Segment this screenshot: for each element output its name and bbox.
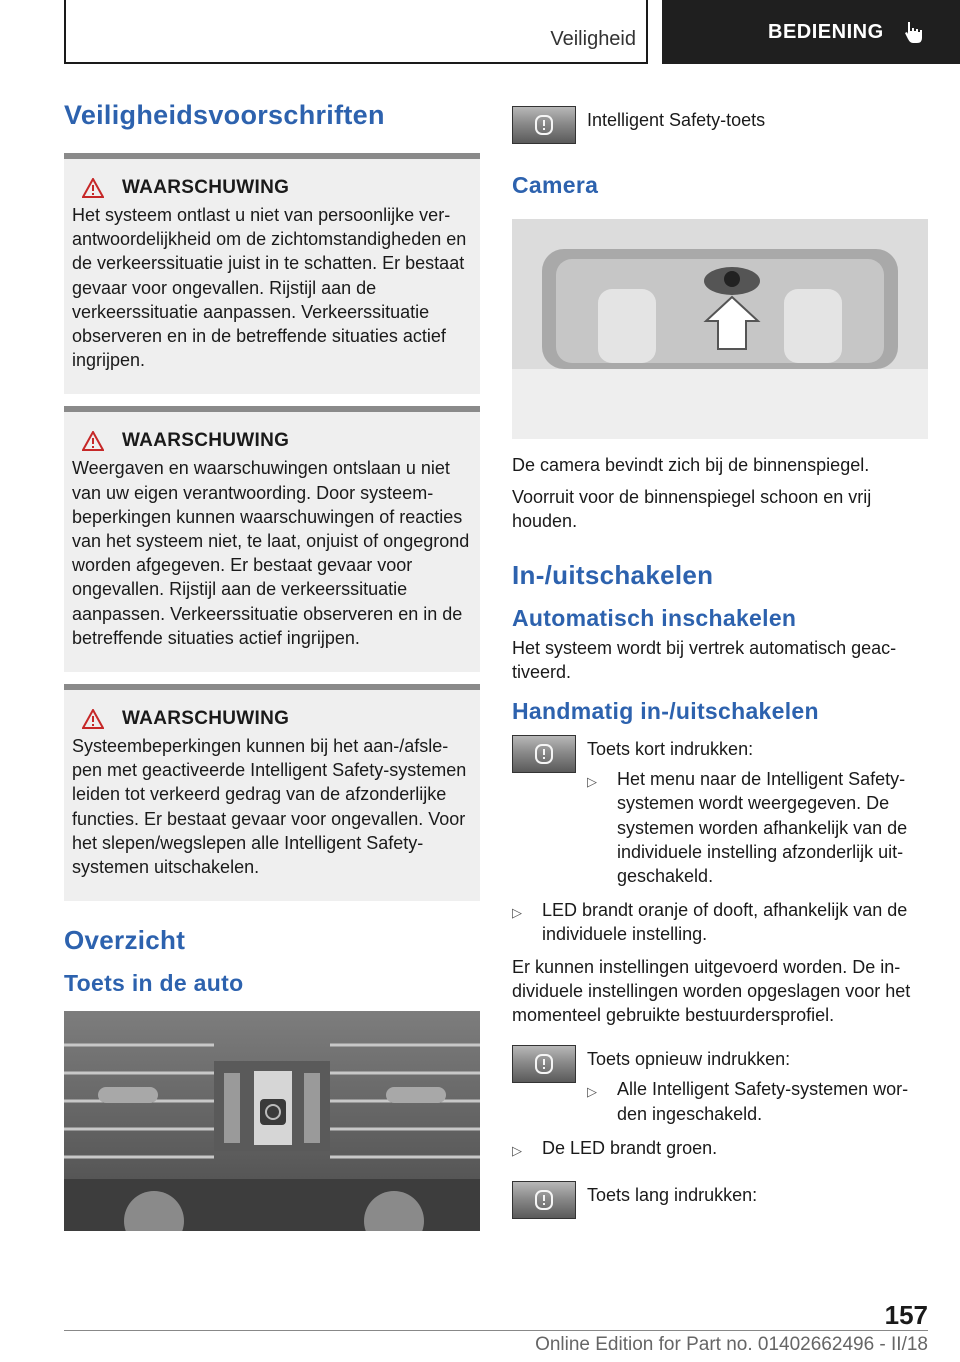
warning-label: WAARSCHUWING bbox=[122, 430, 290, 452]
list-item-text: De LED brandt groen. bbox=[542, 1137, 718, 1158]
short-press-row bbox=[512, 735, 928, 888]
key-caption: Intelligent Safety-toets bbox=[587, 110, 766, 130]
camera-photo bbox=[512, 219, 928, 439]
footer-edition: Online Edition for Part no. 01402662496 - II/18 bbox=[535, 1334, 928, 1355]
right-column bbox=[512, 100, 928, 1219]
settings-paragraph: Er kunnen instellingen uitgevoerd worden. De individuele instellingen worden opgeslagen voor het momenteel gebruikte bestuurdersprofiel. bbox=[512, 956, 911, 1026]
safety-key-image bbox=[512, 106, 576, 144]
warning-triangle-icon bbox=[82, 431, 104, 451]
header-rule-bottom bbox=[64, 62, 648, 64]
subheading-auto: Automatisch inschakelen bbox=[512, 604, 797, 631]
bullet-triangle-icon: ▷ bbox=[512, 1142, 522, 1158]
list-item-text: Het menu naar de Intelligent Safety-systemen wordt weergegeven. De systemen worden afhankelijk van de individuele instelling afzonderlijk uitgeschakeld. bbox=[617, 769, 908, 887]
bullet-triangle-icon: ▷ bbox=[587, 1084, 597, 1100]
long-press-text: Toets lang indrukken: bbox=[587, 1185, 758, 1206]
warning-label: WAARSCHUWING bbox=[122, 177, 290, 198]
warning-text: Het systeem ontlast u niet van persoonlijke verantwoordelijkheid om de zichtomstandigheden en de verkeerssituatie juist in te schatten. Er bestaat gevaar voor ongevallen. Rijstijl aan de verkeerssituatie aanpassen. Verkeerssituatie observeren en in de betreffende situaties actief ingrijpen. bbox=[72, 205, 467, 371]
long-press-row bbox=[512, 1181, 928, 1219]
camera-paragraph: Voorruit voor de binnenspiegel schoon en vrij houden. bbox=[512, 487, 872, 532]
safety-key-image bbox=[512, 1045, 576, 1083]
footer-rule bbox=[64, 1330, 928, 1331]
list-item bbox=[587, 1077, 928, 1125]
header-section-label: Veiligheid bbox=[550, 28, 636, 50]
warning-box bbox=[64, 406, 480, 672]
section-heading-camera: Camera bbox=[512, 172, 599, 198]
chapter-tab bbox=[662, 0, 960, 64]
warning-triangle-icon bbox=[82, 178, 104, 198]
warning-label: WAARSCHUWING bbox=[122, 708, 290, 730]
warning-triangle-icon bbox=[82, 709, 104, 729]
header-rule-left bbox=[64, 0, 66, 64]
chapter-tab-label: BEDIENING bbox=[768, 20, 884, 43]
warning-text: Weergaven en waarschuwingen ontslaan u niet van uw eigen verantwoording. Door systeembeperkingen kunnen waarschuwingen of reacties van het systeem niet, te laat, onjuist of ongegrond worden afgegeven. Er bestaat gevaar voor ongevallen. Rijstijl aan de verkeerssituatie aanpassen. Verkeerssituatie observeren en in de betreffende situaties actief ingrijpen. bbox=[72, 458, 470, 648]
intelligent-safety-icon bbox=[534, 1189, 554, 1211]
press-again-row bbox=[512, 1045, 928, 1126]
press-again-text: Toets opnieuw indrukken: bbox=[587, 1049, 791, 1070]
safety-key-image bbox=[512, 735, 576, 773]
left-column bbox=[64, 100, 480, 1231]
subheading-button-in-car: Toets in de auto bbox=[64, 970, 244, 997]
auto-paragraph: Het systeem wordt bij vertrek automatisch geactiveerd. bbox=[512, 637, 897, 682]
page-number: 157 bbox=[884, 1300, 928, 1330]
list-item-text: Alle Intelligent Safety-systemen worden ingeschakeld. bbox=[617, 1079, 909, 1124]
section-heading-overview: Overzicht bbox=[64, 925, 186, 956]
warning-box bbox=[64, 684, 480, 901]
list-item bbox=[512, 1136, 928, 1163]
warning-box bbox=[64, 153, 480, 394]
warning-text: Systeembeperkingen kunnen bij het aan-/afslepen met geactiveerde Intelligent Safety-systemen leiden tot verkeerd gedrag van de afzonderlijke functies. Er bestaat gevaar voor ongevallen. Voor het slepen/wegslepen alle Intelligent Safety-systemen uitschakelen. bbox=[72, 736, 467, 878]
subheading-manual: Handmatig in-/uitschakelen bbox=[512, 698, 819, 725]
bullet-triangle-icon: ▷ bbox=[587, 774, 597, 790]
header-rule-mid bbox=[646, 0, 648, 64]
camera-paragraph: De camera bevindt zich bij de binnenspiegel. bbox=[512, 455, 870, 475]
key-caption-row bbox=[512, 106, 928, 144]
short-press-text: Toets kort indrukken: bbox=[587, 739, 754, 760]
list-item-text: LED brandt oranje of dooft, afhankelijk van de individuele instelling. bbox=[542, 900, 908, 945]
page-title: Veiligheidsvoorschriften bbox=[64, 100, 385, 130]
list-item bbox=[512, 898, 928, 946]
bullet-triangle-icon: ▷ bbox=[512, 905, 522, 921]
dashboard-button-photo bbox=[64, 1011, 480, 1231]
safety-key-image bbox=[512, 1181, 576, 1219]
hand-pointer-icon bbox=[900, 18, 928, 46]
list-item bbox=[587, 767, 928, 888]
section-heading-on-off: In-/uitschakelen bbox=[512, 559, 714, 590]
intelligent-safety-icon bbox=[534, 743, 554, 765]
intelligent-safety-icon bbox=[534, 1053, 554, 1075]
intelligent-safety-icon bbox=[534, 114, 554, 136]
